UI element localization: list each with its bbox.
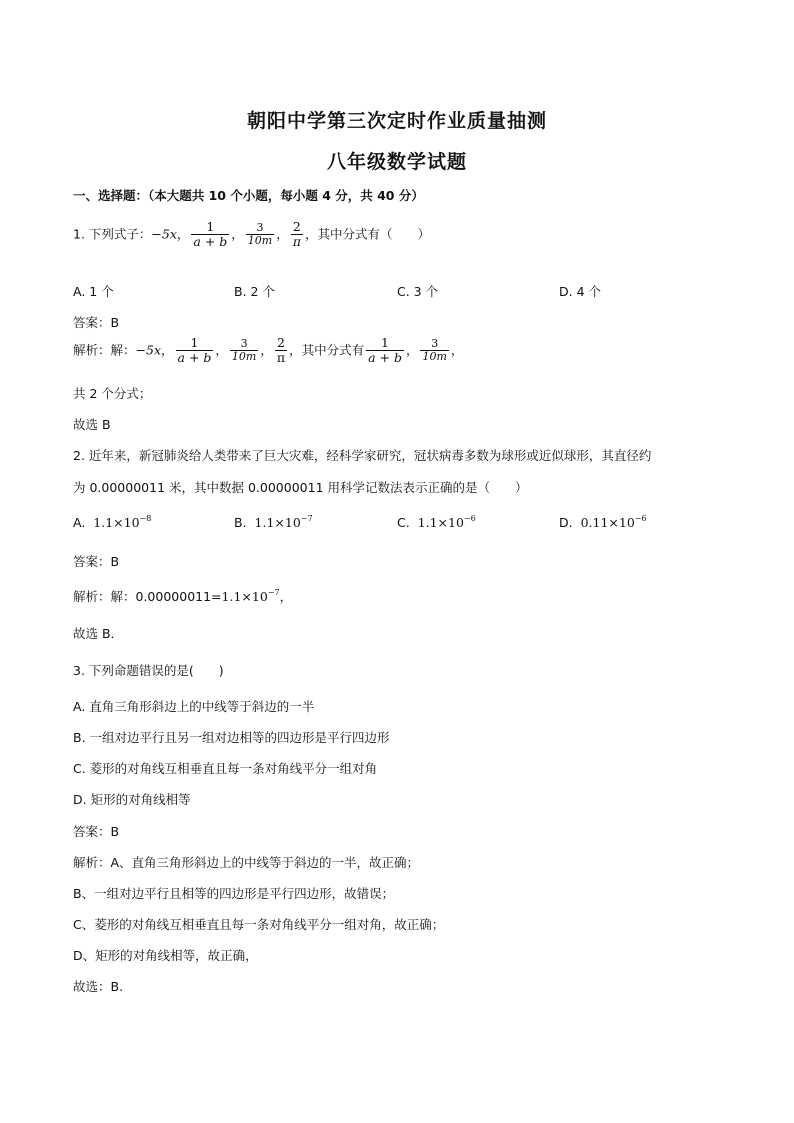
q1-fraction-1-denominator: a + b [193, 234, 228, 250]
q1-analysis-fraction-4-numerator: 1 [381, 335, 389, 350]
q2-option-a-label: A. [73, 515, 86, 530]
q3-analysis-line-1: 解析：A、直角三角形斜边上的中线等于斜边的一半，故正确； [73, 855, 420, 870]
q1-analysis-fraction-1-numerator: 1 [190, 335, 199, 350]
q1-analysis-fraction-1-denominator: a + b [177, 350, 212, 366]
q1-analysis-prefix: 解析：解： [73, 342, 136, 358]
q2-conclusion: 故选 B． [73, 626, 124, 641]
q3-option-a: A. 直角三角形斜边上的中线等于斜边的一半 [73, 699, 315, 714]
q1-analysis-fraction-3-denominator: π [276, 350, 286, 366]
question-2-line-1: 2. 近年来，新冠肺炎给人类带来了巨大灾难，经科学家研究，冠状病毒多数为球形或近似球形，其直径约 [73, 448, 652, 463]
q2-option-d-exponent: −6 [634, 514, 647, 523]
q1-fraction-2 [246, 222, 274, 248]
q1-fraction-2-numerator: 3 [256, 220, 264, 234]
q2-option-d [559, 514, 647, 530]
q3-analysis-line-4: D、矩形的对角线相等，故正确， [73, 948, 258, 963]
q2-analysis-suffix: ， [279, 589, 293, 604]
q3-option-c: C. 菱形的对角线互相垂直且每一条对角线平分一组对角 [73, 761, 378, 776]
q3-conclusion: 故选：B. [73, 979, 124, 994]
q2-option-d-label: D. [559, 515, 573, 530]
q1-fraction-3-numerator: 2 [292, 219, 301, 234]
q3-option-d: D. 矩形的对角线相等 [73, 792, 191, 807]
q1-fraction-1-numerator: 1 [206, 219, 215, 234]
q1-analysis-fraction-4 [366, 336, 404, 366]
q1-option-a: A. 1 个 [73, 284, 114, 299]
q1-prefix: 1. 下列式子： [73, 226, 152, 242]
q1-analysis-fraction-5-denominator: 10m [422, 350, 447, 364]
q2-option-c [397, 514, 476, 530]
q1-analysis: 解析：解：−5x， $\frac{1}{a + b}$ ， $\frac{3}{10m}$ ， $\frac{2}{\pi}$ ，其中分式有 $\frac{1}{a + b}$ ， $\frac{3}{10m}$ ， [73, 335, 464, 366]
q3-analysis-line-3: C、菱形的对角线互相垂直且每一条对角线平分一组对角，故正确； [73, 917, 445, 932]
q2-option-c-exponent: −6 [463, 514, 476, 523]
q1-fraction-3-denominator: π [292, 234, 301, 250]
q2-answer: 答案：B [73, 554, 120, 569]
question-1-stem: 1. 下列式子：−5x， $\frac{1}{a + b}$ ， $\frac{3}{10m}$ ， $\frac{2}{\pi}$ ，其中分式有（ ） [73, 219, 430, 250]
q1-analysis-fraction-2-numerator: 3 [240, 336, 248, 350]
q1-fraction-3 [291, 220, 303, 250]
q2-option-b-base: 1.1×10 [254, 515, 301, 530]
q1-answer: 答案：B [73, 315, 120, 330]
q3-option-b: B. 一组对边平行且另一组对边相等的四边形是平行四边形 [73, 730, 390, 745]
q1-analysis-fraction-2-denominator: 10m [231, 350, 257, 364]
q1-analysis-fraction-1 [176, 336, 214, 366]
q2-analysis-base: 1.1×10 [221, 589, 268, 604]
q2-option-a [73, 514, 151, 530]
q2-option-c-base: 1.1×10 [417, 515, 464, 530]
q1-analysis-line2: 共 2 个分式； [73, 386, 152, 401]
q2-option-c-label: C. [397, 515, 410, 530]
q1-fraction-2-denominator: 10m [247, 234, 273, 248]
q3-answer: 答案：B [73, 824, 120, 839]
q1-suffix: ，其中分式有（ ） [304, 226, 430, 242]
q1-analysis-mid: ，其中分式有 [289, 342, 365, 358]
q3-analysis-line-2: B、一组对边平行且相等的四边形是平行四边形，故错误； [73, 886, 395, 901]
q1-fraction-1 [191, 220, 229, 250]
q2-analysis-prefix: 解析：解：0.00000011= [73, 589, 222, 604]
q1-analysis-fraction-4-denominator: a + b [368, 350, 402, 366]
q1-analysis-fraction-3 [275, 336, 287, 366]
q1-analysis-fraction-2 [230, 338, 258, 364]
q2-option-b-exponent: −7 [300, 514, 313, 523]
q1-analysis-term1: −5x [135, 342, 161, 358]
section-heading: 一、选择题：（本大题共 10 个小题，每小题 4 分，共 40 分） [73, 188, 424, 203]
q2-option-b-label: B. [234, 515, 247, 530]
q1-option-b: B. 2 个 [234, 284, 275, 299]
q1-term1: −5x [151, 226, 177, 242]
q2-option-b [234, 514, 313, 530]
q2-option-a-exponent: −8 [139, 514, 152, 523]
q1-conclusion: 故选 B [73, 417, 111, 432]
q1-option-c: C. 3 个 [397, 284, 439, 299]
q2-analysis [73, 587, 292, 605]
page-title: 朝阳中学第三次定时作业质量抽测 [246, 110, 547, 132]
q2-option-a-base: 1.1×10 [93, 515, 140, 530]
q1-analysis-fraction-5 [420, 338, 448, 364]
question-2-line-2: 为 0.00000011 米，其中数据 0.00000011 用科学记数法表示正确的是（ ） [73, 480, 528, 495]
q2-option-d-base: 0.11×10 [580, 515, 635, 530]
question-3-stem: 3. 下列命题错误的是( ) [73, 663, 224, 678]
q1-option-d: D. 4 个 [559, 284, 601, 299]
page-subtitle: 八年级数学试题 [326, 151, 467, 173]
q1-analysis-fraction-5-numerator: 3 [431, 336, 439, 350]
q1-analysis-fraction-3-numerator: 2 [276, 335, 285, 350]
q2-analysis-exponent: −7 [267, 588, 280, 597]
